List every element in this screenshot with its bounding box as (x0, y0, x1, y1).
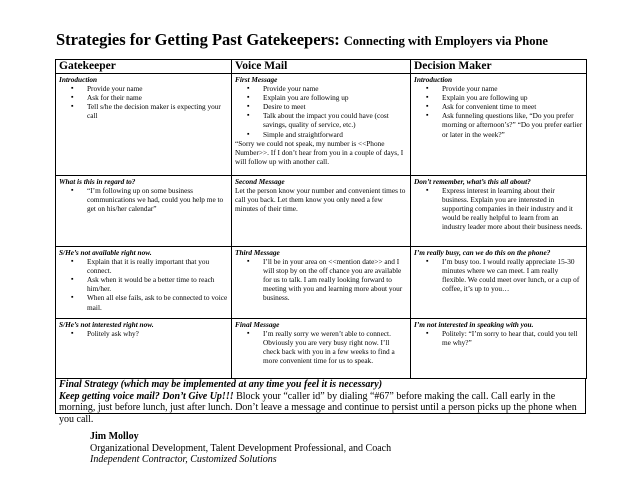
bullet-list (59, 257, 228, 312)
bullet-list (414, 84, 583, 139)
gatekeeper-cell (56, 74, 232, 176)
cell-text: “Sorry we could not speak, my number is <<Phone Number>>. If I don’t hear from you in a couple of days, I will follow up with another call. (235, 138, 404, 166)
header-voice-mail: Voice Mail (232, 60, 411, 74)
decision-maker-cell (411, 247, 587, 319)
final-instructions: Block your “caller id” by dialing “#67” before making the call. Call early in the morning, just before lunch, just after lunch. Don’t leave a message and continue to persist until a person picks up the phone when you call. (59, 390, 577, 425)
list-item: ▪ I’m really sorry we weren’t able to connect. Obviously you are very busy right now. I’ll check back with you in a few weeks to find a more convenient time for us to speak. (235, 329, 407, 365)
list-item: ▪ Ask when it would be a better time to reach him/her. (59, 275, 228, 293)
bullet-list (414, 186, 583, 231)
table-row (56, 247, 587, 319)
list-item: ▪ Ask for convenient time to meet (414, 102, 583, 111)
author-role: Organizational Development, Talent Development Professional, and Coach (90, 442, 392, 454)
bullet-list (59, 186, 228, 213)
strategy-table (55, 59, 587, 379)
list-item: ▪ Talk about the impact you could have (cost savings, quality of service, etc.) (235, 111, 407, 129)
cell-caption: I’m not interested in speaking with you. (414, 320, 534, 329)
table-row (56, 319, 587, 379)
gatekeeper-cell (56, 247, 232, 319)
header-decision-maker: Decision Maker (411, 60, 587, 74)
title-subtitle: Connecting with Employers via Phone (343, 34, 548, 48)
cell-caption: I’m really busy, can we do this on the phone? (414, 248, 551, 257)
list-item: ▪ “I’m following up on some business communications we had, could you help me to get on his/her calendar” (59, 186, 228, 213)
final-strategy-heading: Final Strategy (which may be implemented at any time you feel it is necessary) (59, 379, 383, 390)
bullet-list (414, 329, 583, 347)
gatekeeper-cell (56, 176, 232, 247)
decision-maker-cell (411, 319, 587, 379)
voice-mail-cell (232, 176, 411, 247)
cell-caption: Introduction (414, 75, 453, 84)
bullet-list (59, 84, 228, 120)
author-block (90, 431, 391, 466)
cell-caption: S/He’s not interested right now. (59, 320, 154, 329)
table-row (56, 74, 587, 176)
bullet-list (59, 329, 228, 338)
cell-caption: What is this in regard to? (59, 177, 136, 186)
cell-caption: Introduction (59, 75, 98, 84)
list-item: ▪ Simple and straightforward (235, 130, 407, 139)
table-header-row (56, 60, 587, 74)
list-item: ▪ Explain you are following up (235, 93, 407, 102)
list-item: ▪ When all else fails, ask to be connected to voice mail. (59, 293, 228, 311)
list-item: ▪ Desire to meet (235, 102, 407, 111)
final-strategy-text (59, 391, 582, 426)
list-item: ▪ Politely ask why? (59, 329, 228, 338)
voice-mail-cell (232, 74, 411, 176)
list-item: ▪ Politely: “I’m sorry to hear that, could you tell me why?” (414, 329, 583, 347)
voice-mail-cell (232, 247, 411, 319)
gatekeeper-cell (56, 319, 232, 379)
list-item: ▪ Provide your name (59, 84, 228, 93)
author-contractor: Independent Contractor, Customized Solutions (90, 454, 277, 465)
list-item: ▪ Tell s/he the decision maker is expecting your call (59, 102, 228, 120)
author-name: Jim Molloy (90, 431, 139, 442)
cell-caption: Don’t remember, what’s this all about? (414, 177, 531, 186)
cell-text: Let the person know your number and convenient times to call you back. Let them know you only need a few minutes of their time. (235, 186, 406, 214)
cell-caption: S/He’s not available right now. (59, 248, 152, 257)
cell-caption: Third Message (235, 248, 280, 257)
list-item: ▪ Provide your name (414, 84, 583, 93)
table-row (56, 176, 587, 247)
list-item: ▪ Ask funneling questions like, “Do you prefer morning or afternoon’s?” “Do you prefer earlier or later in the week?” (414, 111, 583, 138)
decision-maker-cell (411, 74, 587, 176)
bullet-list (414, 257, 583, 293)
decision-maker-cell (411, 176, 587, 247)
final-strategy-box (55, 378, 586, 425)
cell-caption: First Message (235, 75, 278, 84)
header-gatekeeper: Gatekeeper (56, 60, 232, 74)
list-item: ▪ Express interest in learning about their business. Explain you are interested in supporting companies in their industry and it would be really helpful to learn from an industry leader more about their business needs. (414, 186, 583, 231)
list-item: ▪ I’ll be in your area on <<mention date>> and I will stop by on the off chance you are available for us to talk. I am really looking forward to meeting with you and learning more about your business. (235, 257, 407, 302)
page-title (56, 30, 548, 50)
bullet-list (235, 329, 407, 365)
voice-mail-cell (232, 319, 411, 379)
keep-going-callout: Keep getting voice mail? Don’t Give Up!!! (59, 390, 234, 402)
list-item: ▪ I’m busy too. I would really appreciate 15-30 minutes where we can meet. I am really flexible. We could meet over lunch, or a cup of coffee, it’s up to you… (414, 257, 583, 293)
bullet-list (235, 257, 407, 302)
list-item: ▪ Explain that it is really important that you connect. (59, 257, 228, 275)
list-item: ▪ Provide your name (235, 84, 407, 93)
cell-caption: Second Message (235, 177, 285, 186)
list-item: ▪ Ask for their name (59, 93, 228, 102)
title-main: Strategies for Getting Past Gatekeepers: (56, 30, 340, 49)
bullet-list (235, 84, 407, 139)
list-item: ▪ Explain you are following up (414, 93, 583, 102)
cell-caption: Final Message (235, 320, 280, 329)
